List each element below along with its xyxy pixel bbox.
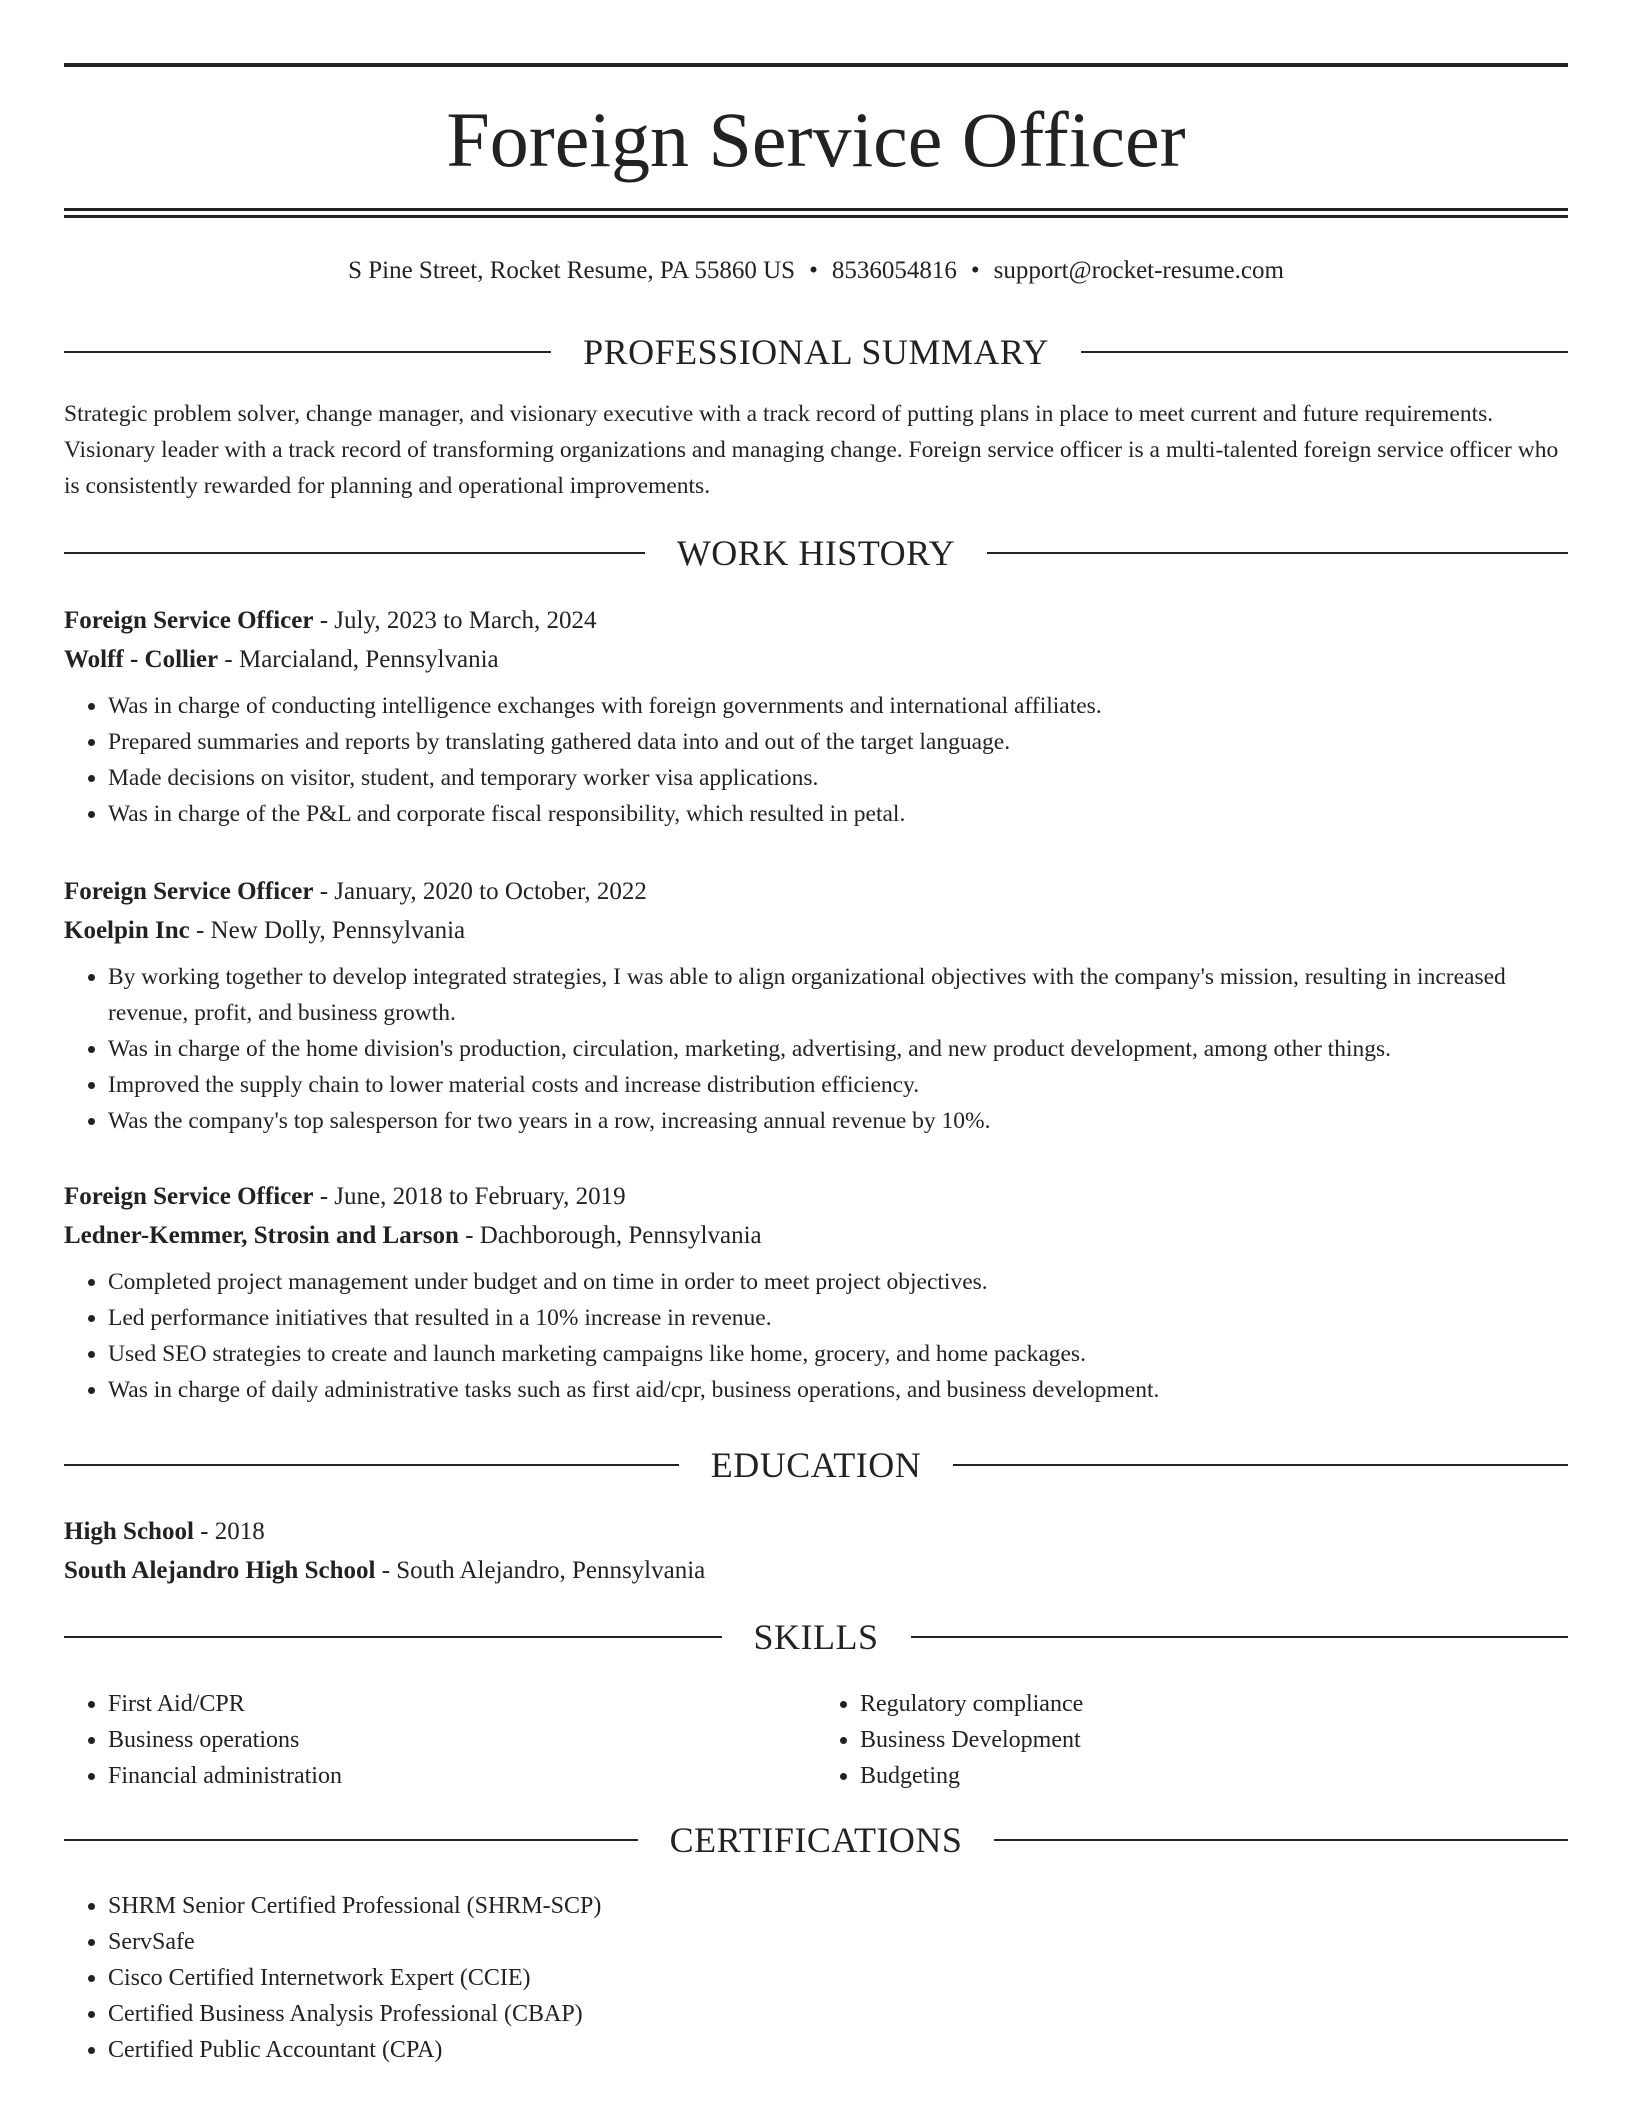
job-entry xyxy=(64,1177,1568,1408)
list-item: • Certified Public Accountant (CPA) xyxy=(108,2032,1568,2068)
list-item: • Made decisions on visitor, student, and temporary worker visa applications. xyxy=(108,760,1568,796)
title-rule-lower xyxy=(64,215,1568,218)
job-dates: - July, 2023 to March, 2024 xyxy=(313,607,597,634)
page-title: Foreign Service Officer xyxy=(446,96,1186,183)
job-title-line xyxy=(64,601,1568,640)
list-item: • Business Development xyxy=(860,1722,1568,1758)
section-rule xyxy=(64,1839,638,1841)
list-item: • Improved the supply chain to lower material costs and increase distribution efficiency. xyxy=(108,1067,1568,1103)
section-title-education xyxy=(64,1443,1568,1487)
job-dates: - June, 2018 to February, 2019 xyxy=(313,1183,626,1210)
section-rule xyxy=(64,1464,679,1466)
section-title-certifications xyxy=(64,1818,1568,1862)
job-location: - New Dolly, Pennsylvania xyxy=(189,917,466,944)
section-title-summary xyxy=(64,330,1568,374)
job-title: Foreign Service Officer xyxy=(64,607,314,634)
education-degree-line xyxy=(64,1512,1568,1551)
list-item: • Led performance initiatives that resulted in a 10% increase in revenue. xyxy=(108,1300,1568,1336)
section-label: SKILLS xyxy=(753,1617,879,1657)
job-title-line xyxy=(64,1177,1568,1216)
section-label: PROFESSIONAL SUMMARY xyxy=(583,332,1049,372)
section-title-work xyxy=(64,531,1568,575)
list-item: • Budgeting xyxy=(860,1758,1568,1794)
list-item: • Cisco Certified Internetwork Expert (CCIE) xyxy=(108,1960,1568,1996)
section-rule xyxy=(911,1636,1569,1638)
job-location: - Marcialand, Pennsylvania xyxy=(218,646,499,673)
job-company: Koelpin Inc xyxy=(64,917,190,944)
section-label: CERTIFICATIONS xyxy=(669,1820,963,1860)
section-rule xyxy=(64,1636,722,1638)
list-item: • Was the company's top salesperson for two years in a row, increasing annual revenue by 10%. xyxy=(108,1103,1568,1139)
job-entry xyxy=(64,601,1568,832)
list-item: • ServSafe xyxy=(108,1924,1568,1960)
section-rule xyxy=(994,1839,1568,1841)
education-location: - South Alejandro, Pennsylvania xyxy=(375,1557,706,1584)
list-item: • Was in charge of daily administrative tasks such as first aid/cpr, business operations, and business development. xyxy=(108,1372,1568,1408)
list-item: • Regulatory compliance xyxy=(860,1686,1568,1722)
job-title: Foreign Service Officer xyxy=(64,878,314,905)
list-item: • Was in charge of conducting intelligence exchanges with foreign governments and international affiliates. xyxy=(108,688,1568,724)
job-bullets xyxy=(64,959,1568,1139)
section-rule xyxy=(987,552,1568,554)
list-item: • Business operations xyxy=(108,1722,816,1758)
list-item: • Was in charge of the home division's production, circulation, marketing, advertising, and new product development, among other things. xyxy=(108,1031,1568,1067)
certifications-list xyxy=(64,1888,1568,2068)
contact-line xyxy=(64,254,1568,288)
section-label: WORK HISTORY xyxy=(676,533,956,573)
contact-separator: • xyxy=(809,257,818,284)
education-year: - 2018 xyxy=(193,1518,265,1545)
job-dates: - January, 2020 to October, 2022 xyxy=(313,878,647,905)
skills-list xyxy=(64,1686,1568,1794)
job-company: Wolff - Collier xyxy=(64,646,219,673)
list-item: • By working together to develop integrated strategies, I was able to align organizational objectives with the company's mission, resulting in increased revenue, profit, and business growth. xyxy=(108,959,1568,1031)
section-rule xyxy=(64,552,645,554)
job-company-line xyxy=(64,1216,1568,1255)
skills-column-left xyxy=(64,1686,816,1794)
job-entry xyxy=(64,872,1568,1139)
contact-phone: 8536054816 xyxy=(831,257,957,284)
list-item: • Prepared summaries and reports by translating gathered data into and out of the target language. xyxy=(108,724,1568,760)
title-rule-upper xyxy=(64,208,1568,211)
list-item: • SHRM Senior Certified Professional (SHRM-SCP) xyxy=(108,1888,1568,1924)
certifications-block xyxy=(64,1888,1568,2068)
list-item: • Used SEO strategies to create and launch marketing campaigns like home, grocery, and home packages. xyxy=(108,1336,1568,1372)
education-degree: High School xyxy=(64,1518,194,1545)
education-school-line xyxy=(64,1551,1568,1590)
job-bullets xyxy=(64,1264,1568,1408)
list-item: • Certified Business Analysis Professional (CBAP) xyxy=(108,1996,1568,2032)
job-title: Foreign Service Officer xyxy=(64,1183,314,1210)
contact-email: support@rocket-resume.com xyxy=(993,257,1284,284)
top-rule xyxy=(64,63,1568,67)
skills-column-right xyxy=(816,1686,1568,1794)
job-bullets xyxy=(64,688,1568,832)
job-company: Ledner-Kemmer, Strosin and Larson xyxy=(64,1222,459,1249)
list-item: • Completed project management under budget and on time in order to meet project objectives. xyxy=(108,1264,1568,1300)
section-label: EDUCATION xyxy=(710,1445,922,1485)
contact-address: S Pine Street, Rocket Resume, PA 55860 US xyxy=(348,257,796,284)
section-rule xyxy=(64,351,551,353)
job-location: - Dachborough, Pennsylvania xyxy=(458,1222,762,1249)
summary-text: Strategic problem solver, change manager, and visionary executive with a track record of putting plans in place to meet current and future requirements. Visionary leader with a track record of transforming organizations and managing change. Foreign service officer is a multi-talented foreign service officer who is consistently rewarded for planning and operational improvements. xyxy=(64,401,1559,499)
job-title-line xyxy=(64,872,1568,911)
list-item: • Financial administration xyxy=(108,1758,816,1794)
education-entry xyxy=(64,1512,1568,1590)
section-rule xyxy=(953,1464,1568,1466)
summary-block xyxy=(64,396,1568,504)
list-item: • First Aid/CPR xyxy=(108,1686,816,1722)
job-company-line xyxy=(64,911,1568,950)
contact-separator: • xyxy=(970,257,980,284)
section-rule xyxy=(1081,351,1568,353)
section-title-skills xyxy=(64,1615,1568,1659)
list-item: • Was in charge of the P&L and corporate fiscal responsibility, which resulted in petal. xyxy=(108,796,1568,832)
education-school: South Alejandro High School xyxy=(64,1557,376,1584)
job-company-line xyxy=(64,640,1568,679)
